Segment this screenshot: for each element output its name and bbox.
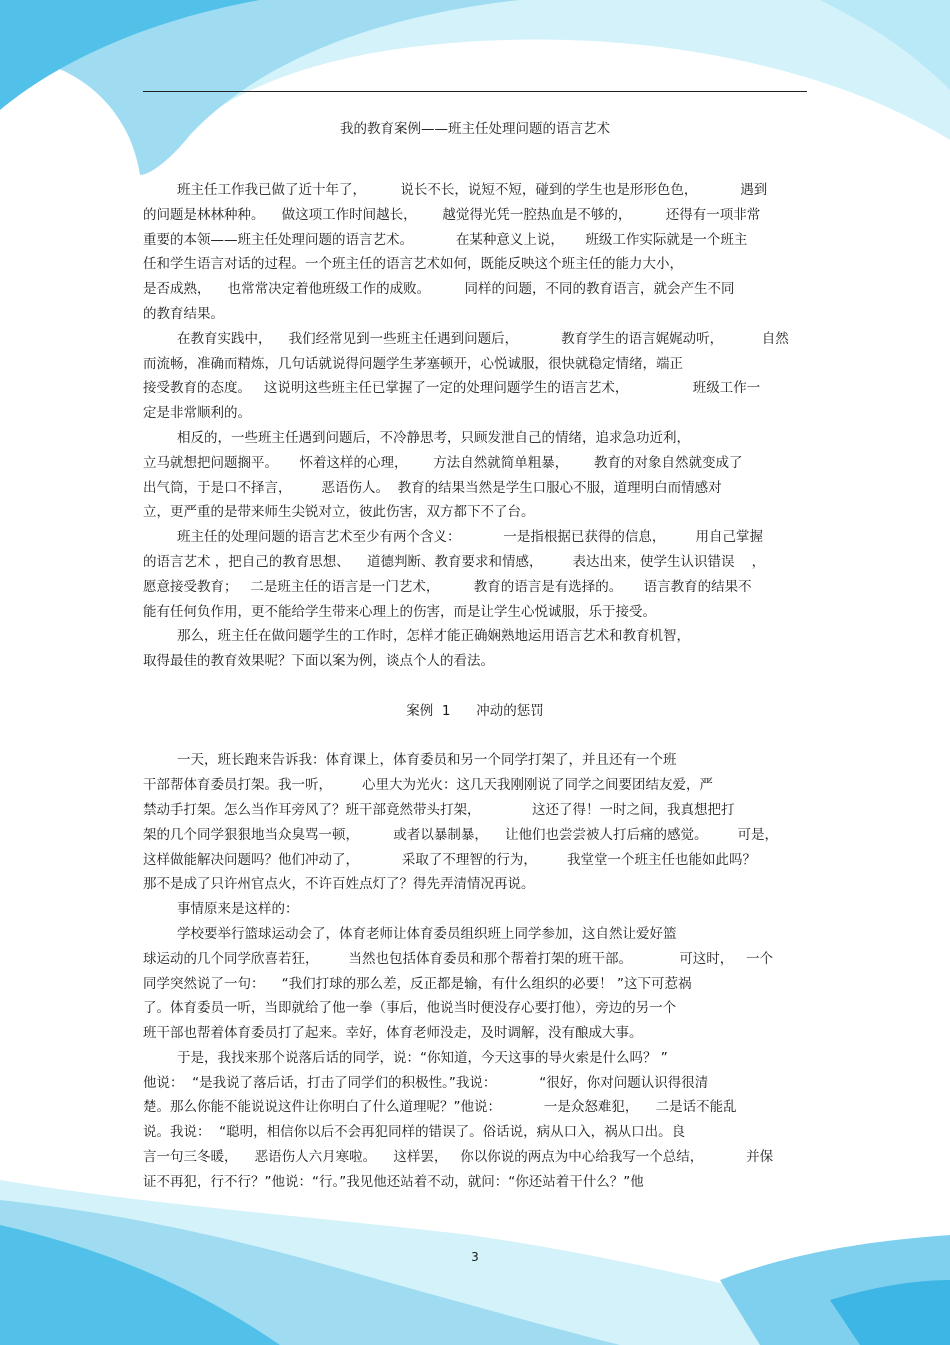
text-line: 言一句三冬暖， 恶语伤人六月寒啦。 这样罢， 你以你说的两点为中心给我写一个总结， 并保 xyxy=(143,1149,774,1166)
text-line: 了。体育委员一听，当即就给了他一拳（事后，他说当时便没存心要打他），旁边的另一个 xyxy=(143,1000,677,1017)
text-line: 于是，我找来那个说落后话的同学，说：“你知道，今天这事的导火索是什么吗？ ” xyxy=(177,1049,668,1066)
text-line: 立马就想把问题搁平。 怀着这样的心理， 方法自然就简单粗暴， 教育的对象自然就变成了 xyxy=(143,454,743,471)
text-line: 班主任的处理问题的语言艺术至少有两个含义： 一是指根据已获得的信息， 用自己掌握 xyxy=(177,529,763,546)
text-line: 同学突然说了一句： “我们打球的那么差，反正都是输，有什么组织的必要！ ”这下可惹祸 xyxy=(143,975,692,992)
text-line: 证不再犯，行不行？”他说：“行。”我见他还站着不动，就问：“你还站着干什么？”他 xyxy=(143,1173,644,1190)
text-line: 在教育实践中， 我们经常见到一些班主任遇到问题后， 教育学生的语言娓娓动听， 自然 xyxy=(177,330,789,347)
text-line: 班干部也帮着体育委员打了起来。幸好，体育老师没走，及时调解，没有酿成大事。 xyxy=(143,1025,643,1042)
document-title: 我的教育案例——班主任处理问题的语言艺术 xyxy=(340,121,610,137)
text-line: 干部帮体育委员打架。我一听， 心里大为光火：这几天我刚刚说了同学之间要团结友爱，严 xyxy=(143,777,714,794)
spacer xyxy=(143,724,807,749)
text-line: 架的几个同学狠狠地当众臭骂一顿， 或者以暴制暴， 让他们也尝尝被人打后痛的感觉。 可是， xyxy=(143,826,779,843)
text-line: 一天，班长跑来告诉我：体育课上，体育委员和另一个同学打架了，并且还有一个班 xyxy=(177,752,677,769)
document-body xyxy=(143,178,807,1195)
text-line: 学校要举行篮球运动会了，体育老师让体育委员组织班上同学参加，这自然让爱好篮 xyxy=(177,925,677,942)
text-line: 这样做能解决问题吗？他们冲动了， 采取了不理智的行为， 我堂堂一个班主任也能如此吗？ xyxy=(143,851,756,868)
page-number: 3 xyxy=(471,1250,479,1264)
text-line: 立，更严重的是带来师生尖锐对立，彼此伤害，双方都下不了台。 xyxy=(143,504,535,521)
text-line: 取得最佳的教育效果呢？下面以案为例，谈点个人的看法。 xyxy=(143,653,494,670)
text-line: 而流畅，准确而精炼，几句话就说得问题学生茅塞顿开，心悦诚服，很快就稳定情绪，端正 xyxy=(143,355,683,372)
text-line: 那么，班主任在做问题学生的工作时，怎样才能正确娴熟地运用语言艺术和教育机智， xyxy=(177,628,690,645)
text-line: 能有任何负作用，更不能给学生带来心理上的伤害，而是让学生心悦诚服，乐于接受。 xyxy=(143,603,656,620)
text-line: 愿意接受教育； 二是班主任的语言是一门艺术， 教育的语言是有选择的。 语言教育的结果不 xyxy=(143,578,752,595)
text-line: 班主任工作我已做了近十年了， 说长不长，说短不短，碰到的学生也是形形色色， 遇到 xyxy=(177,182,768,198)
text-line: 说。我说： “聪明，相信你以后不会再犯同样的错误了。俗话说，病从口入，祸从口出。良 xyxy=(143,1124,686,1141)
text-line: 的问题是林林种种。 做这项工作时间越长， 越觉得光凭一腔热血是不够的， 还得有一项非常 xyxy=(143,206,761,223)
text-line: 的语言艺术 ，把自己的教育思想、 道德判断、教育要求和情感， 表达出来，使学生认识错误 ， xyxy=(143,553,766,570)
text-line: 重要的本领——班主任处理问题的语言艺术。 在某种意义上说， 班级工作实际就是一个班主 xyxy=(143,231,748,248)
text-line: 他说： “是我说了落后话，打击了同学们的积极性。”我说： “很好，你对问题认识得很清 xyxy=(143,1074,709,1091)
text-line: 球运动的几个同学欣喜若狂， 当然也包括体育委员和那个帮着打架的班干部。 可这时， 一个 xyxy=(143,950,774,967)
text-line: 那不是成了只许州官点火，不许百姓点灯了？得先弄清情况再说。 xyxy=(143,876,535,893)
text-line: 的教育结果。 xyxy=(143,305,224,322)
text-line: 楚。那么你能不能说说这件让你明白了什么道理呢？”他说： 一是众怒难犯， 二是话不能乱 xyxy=(143,1099,737,1116)
spacer xyxy=(143,674,807,699)
text-line: 定是非常顺利的。 xyxy=(143,405,251,422)
text-line: 相反的，一些班主任遇到问题后，不冷静思考，只顾发泄自己的情绪，追求急功近利， xyxy=(177,429,690,446)
text-line: 是否成熟， 也常常决定着他班级工作的成败。 同样的问题，不同的教育语言，就会产生不同 xyxy=(143,281,735,298)
text-line: 禁动手打架。怎么当作耳旁风了？班干部竟然带头打架， 这还了得！一时之间，我真想把打 xyxy=(143,801,735,818)
text-line: 出气筒，于是口不择言， 恶语伤人。 教育的结果当然是学生口服心不服，道理明白而情感对 xyxy=(143,479,722,496)
case-heading: 案例 1 冲动的惩罚 xyxy=(406,702,544,719)
text-line: 任和学生语言对话的过程。一个班主任的语言艺术如何，既能反映这个班主任的能力大小， xyxy=(143,256,683,273)
header-rule xyxy=(143,91,807,92)
text-line: 接受教育的态度。 这说明这些班主任已掌握了一定的处理问题学生的语言艺术， 班级工作一 xyxy=(143,380,761,397)
text-line: 事情原来是这样的： xyxy=(177,901,299,918)
